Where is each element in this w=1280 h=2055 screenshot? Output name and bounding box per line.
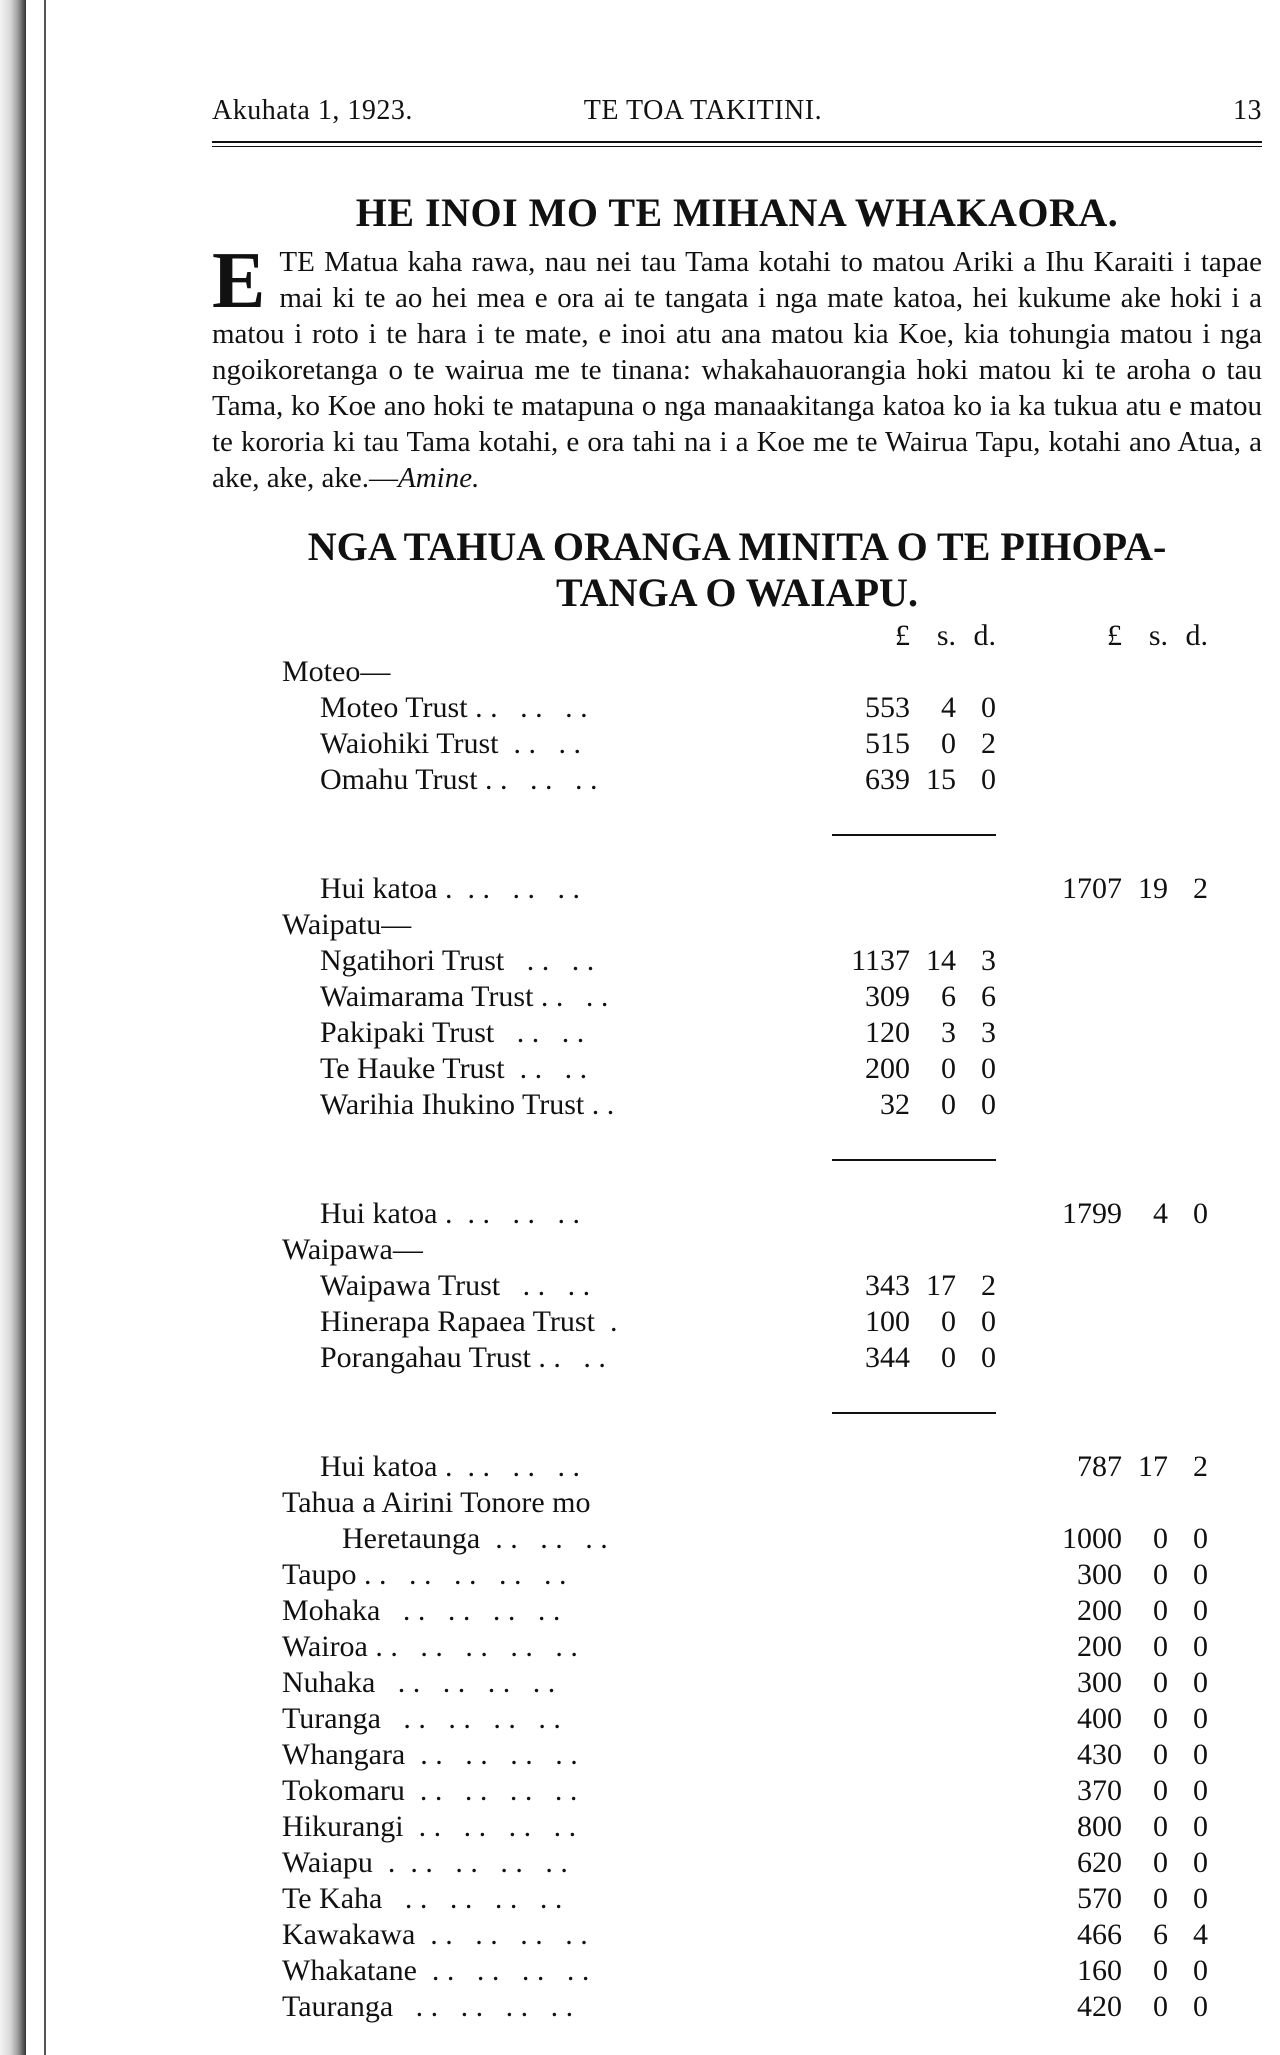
dot-leader: . . . . . . . (437, 1450, 580, 1483)
amount-pounds: 32 (880, 1088, 910, 1121)
amount-pounds: 344 (865, 1341, 910, 1374)
total-shillings: 0 (1153, 1738, 1168, 1771)
district-row (282, 1989, 1208, 2025)
running-header (212, 95, 1262, 135)
trust-row (282, 690, 1208, 726)
total-shillings: 0 (1153, 1954, 1168, 1987)
total-label (282, 1196, 832, 1232)
total-shillings: 0 (1153, 1990, 1168, 2023)
prayer-heading: HE INOI MO TE MIHANA WHAKAORA. (355, 190, 1119, 235)
trust-label (282, 1340, 832, 1376)
group-name (282, 654, 832, 690)
trust-label-text: Waiohiki Trust (320, 727, 499, 760)
district-row (282, 1557, 1208, 1593)
district-row (282, 1629, 1208, 1665)
total-shillings: 0 (1153, 1594, 1168, 1627)
amount-pounds: 309 (865, 980, 910, 1013)
total-pounds: 400 (1077, 1702, 1122, 1735)
trust-label (282, 1087, 832, 1123)
total-pounds: 300 (1077, 1558, 1122, 1591)
district-label (282, 1557, 832, 1593)
total-shillings: 19 (1138, 872, 1168, 905)
trust-label-text: Waipawa Trust (320, 1269, 501, 1302)
district-label-text: Hikurangi (282, 1810, 404, 1843)
district-label-text: Tokomaru (282, 1774, 405, 1807)
total-pence: 0 (1193, 1197, 1208, 1230)
district-label (282, 1953, 832, 1989)
total-shillings: 0 (1153, 1882, 1168, 1915)
total-shillings: 0 (1153, 1810, 1168, 1843)
district-label (282, 1989, 832, 2025)
total-pounds: 787 (1077, 1450, 1122, 1483)
total-pounds: 466 (1077, 1918, 1122, 1951)
column-header-row (282, 618, 1208, 654)
trust-label-text: Omahu Trust (320, 763, 478, 796)
trust-row (282, 726, 1208, 762)
total-shillings: 17 (1138, 1450, 1168, 1483)
amount-shillings: 0 (941, 1305, 956, 1338)
trust-row (282, 1051, 1208, 1087)
district-label-text: Whangara (282, 1738, 406, 1771)
trust-row (282, 943, 1208, 979)
district-label-text: Nuhaka (282, 1666, 376, 1699)
total-label (282, 871, 832, 907)
trust-label-text: Pakipaki Trust (320, 1016, 495, 1049)
district-label (282, 1629, 832, 1665)
total-shillings: 0 (1153, 1702, 1168, 1735)
total-pence: 0 (1193, 1846, 1208, 1879)
dot-leader: . . . . . . . . . . (356, 1558, 567, 1591)
dot-leader: . . . . (530, 1341, 606, 1374)
total-pence: 0 (1193, 1810, 1208, 1843)
total-pence: 4 (1193, 1918, 1208, 1951)
district-row (282, 1737, 1208, 1773)
total-label-text: Hui katoa (320, 1450, 438, 1483)
accounts-table (282, 618, 1208, 2025)
district-label (282, 1881, 832, 1917)
prayer-body: TE Matua kaha rawa, nau nei tau Tama kotahi to matou Ariki a Ihu Karaiti i tapae mai ki te ao hei mea e ora ai te tangata i nga mate katoa, hei kukume ake hoki i a matou i roto i te hara i te mate, e inoi atu ana matou kia Koe, kia tohungia matou i nga ngoikoretanga o te wairua me te tinana: whakahauorangia hoki matou ki te aroha o tau Tama, ko Koe ano hoki te matapuna o nga manaakitanga katoa ko ia ka tukua atu e matou te kororia ki tau Tama kotahi, e ora tahi na i a Koe me te Wairua Tapu, kotahi ano Atua, a ake, ake, ake.— (212, 246, 1262, 494)
trust-label (282, 943, 832, 979)
total-pounds: 570 (1077, 1882, 1122, 1915)
trust-row (282, 1268, 1208, 1304)
trust-label-text: Te Hauke Trust (320, 1052, 505, 1085)
special-fund-row (282, 1485, 1208, 1521)
amount-shillings: 4 (941, 691, 956, 724)
dot-leader: . . . . . . . . (403, 1810, 577, 1843)
district-label (282, 1917, 832, 1953)
amount-pence: 3 (981, 1016, 996, 1049)
spacer-row (282, 1160, 1208, 1196)
dot-leader: . . . . . . . . (405, 1738, 578, 1771)
prayer-amen: Amine. (397, 462, 480, 494)
dot-leader: . . . . . . . (437, 1197, 580, 1230)
amount-shillings: 6 (941, 980, 956, 1013)
total-pounds: 300 (1077, 1666, 1122, 1699)
district-label-text: Mohaka (282, 1594, 381, 1627)
special-fund-label (282, 1485, 832, 1521)
amount-shillings: 3 (941, 1016, 956, 1049)
amount-pounds: 1137 (851, 944, 910, 977)
header-title: TE TOA TAKITINI. (583, 95, 823, 126)
group-name (282, 907, 832, 943)
dot-leader: . . . . (500, 1269, 591, 1302)
district-label-text: Waiapu (282, 1846, 373, 1879)
dot-leader: . . . . . . . . (404, 1774, 578, 1807)
district-row (282, 1593, 1208, 1629)
accounts-heading-line1: NGA TAHUA ORANGA MINITA O TE PIHOPA- (307, 524, 1167, 569)
total-shillings: 0 (1153, 1774, 1168, 1807)
trust-label (282, 726, 832, 762)
subtotal-rule (956, 1123, 996, 1160)
header-rule-thin (212, 146, 1262, 147)
binding-line (44, 0, 46, 2055)
total-label (282, 1449, 832, 1485)
col-pence-label-total: d. (1185, 619, 1208, 652)
district-row (282, 1845, 1208, 1881)
trust-row (282, 1304, 1208, 1340)
total-pence: 0 (1193, 1558, 1208, 1591)
amount-pence: 2 (981, 727, 996, 760)
trust-label (282, 1051, 832, 1087)
amount-pounds: 120 (865, 1016, 910, 1049)
amount-pounds: 553 (865, 691, 910, 724)
amount-pounds: 639 (865, 763, 910, 796)
total-shillings: 0 (1153, 1558, 1168, 1591)
amount-pence: 2 (981, 1269, 996, 1302)
total-shillings: 4 (1153, 1197, 1168, 1230)
total-pounds: 420 (1077, 1990, 1122, 2023)
trust-label (282, 762, 832, 798)
spacer-row (282, 1413, 1208, 1449)
total-pence: 0 (1193, 1774, 1208, 1807)
amount-pence: 0 (981, 1305, 996, 1338)
trust-label (282, 690, 832, 726)
trust-row (282, 979, 1208, 1015)
col-pound-label-total: £ (1107, 619, 1122, 652)
trust-label (282, 1268, 832, 1304)
total-pence: 0 (1193, 1594, 1208, 1627)
total-pounds: 200 (1077, 1630, 1122, 1663)
header-rule (212, 141, 1262, 143)
dot-leader: . . . . . . . . (393, 1990, 574, 2023)
dot-leader: . . (584, 1088, 615, 1121)
trust-label-text: Warihia Ihukino Trust (320, 1088, 585, 1121)
dot-leader: . . . . . . . . (380, 1702, 561, 1735)
total-pounds: 1000 (1062, 1522, 1122, 1555)
district-label (282, 1593, 832, 1629)
accounts-heading-line2: TANGA O WAIAPU. (556, 570, 918, 615)
subtotal-rule (832, 1123, 910, 1160)
subtotal-rule (956, 798, 996, 835)
district-label (282, 1845, 832, 1881)
col-pence-label: d. (973, 619, 996, 652)
group-total-row (282, 871, 1208, 907)
total-pounds: 160 (1077, 1954, 1122, 1987)
total-pence: 0 (1193, 1666, 1208, 1699)
accounts-heading (212, 524, 1262, 616)
district-label-text: Wairoa (282, 1630, 368, 1663)
dot-leader: . . . . (494, 1016, 585, 1049)
trust-label (282, 1304, 832, 1340)
amount-pence: 0 (981, 1088, 996, 1121)
total-label-text: Hui katoa (320, 1197, 438, 1230)
total-shillings: 0 (1153, 1630, 1168, 1663)
dot-leader: . . . . . . . . (416, 1954, 590, 1987)
trust-row (282, 1087, 1208, 1123)
col-shilling-label-total: s. (1148, 619, 1168, 652)
district-label (282, 1773, 832, 1809)
district-label (282, 1701, 832, 1737)
total-pence: 0 (1193, 1882, 1208, 1915)
amount-pounds: 200 (865, 1052, 910, 1085)
amount-pence: 3 (981, 944, 996, 977)
trust-label-text: Moteo Trust (320, 691, 468, 724)
dot-leader: . . . . . . . . (380, 1594, 561, 1627)
total-pence: 0 (1193, 1702, 1208, 1735)
amount-shillings: 0 (941, 727, 956, 760)
total-pounds: 370 (1077, 1774, 1122, 1807)
total-pounds: 200 (1077, 1594, 1122, 1627)
amount-shillings: 17 (926, 1269, 956, 1302)
page (212, 95, 1262, 2025)
total-label-text: Hui katoa (320, 872, 438, 905)
dot-leader: . . . . . . (480, 1522, 608, 1555)
spacer-row (282, 835, 1208, 871)
subtotal-rule (956, 1376, 996, 1413)
trust-row (282, 1340, 1208, 1376)
subtotal-rule (910, 798, 956, 835)
dot-leader: . . . . (498, 727, 581, 760)
trust-label-text: Waimarama Trust (320, 980, 534, 1013)
trust-label (282, 979, 832, 1015)
col-shilling-label: s. (936, 619, 956, 652)
district-label-text: Taupo (282, 1558, 357, 1591)
total-shillings: 6 (1153, 1918, 1168, 1951)
total-pence: 0 (1193, 1738, 1208, 1771)
dot-leader: . . . . (504, 944, 595, 977)
special-fund-label-text: Tahua a Airini Tonore mo (282, 1486, 591, 1519)
total-pence: 2 (1193, 872, 1208, 905)
district-row (282, 1701, 1208, 1737)
trust-label-text: Porangahau Trust (320, 1341, 531, 1374)
district-row (282, 1773, 1208, 1809)
dot-leader: . . . . . . . . . (372, 1846, 568, 1879)
trust-label (282, 1015, 832, 1051)
group-heading-row (282, 1232, 1208, 1268)
total-pounds: 1799 (1062, 1197, 1122, 1230)
district-label-text: Turanga (282, 1702, 381, 1735)
special-fund-label-cont-text: Heretaunga (342, 1522, 481, 1555)
amount-shillings: 0 (941, 1088, 956, 1121)
total-shillings: 0 (1153, 1846, 1168, 1879)
dot-leader: . (594, 1305, 618, 1338)
district-label-text: Te Kaha (282, 1882, 383, 1915)
total-pounds: 430 (1077, 1738, 1122, 1771)
amount-shillings: 0 (941, 1052, 956, 1085)
trust-label-text: Ngatihori Trust (320, 944, 505, 977)
dot-leader: . . . . . . . . (375, 1666, 556, 1699)
amount-pence: 6 (981, 980, 996, 1013)
total-pence: 0 (1193, 1954, 1208, 1987)
group-total-row (282, 1449, 1208, 1485)
dot-leader: . . . . . . . (437, 872, 580, 905)
trust-label-text: Hinerapa Rapaea Trust (320, 1305, 595, 1338)
amount-shillings: 0 (941, 1341, 956, 1374)
prayer-text (212, 237, 1262, 496)
district-row (282, 1881, 1208, 1917)
amount-pounds: 100 (865, 1305, 910, 1338)
trust-row (282, 762, 1208, 798)
special-fund-label-cont (282, 1521, 832, 1557)
total-pence: 2 (1193, 1450, 1208, 1483)
trust-row (282, 1015, 1208, 1051)
dot-leader: . . . . . . (477, 763, 598, 796)
total-pounds: 620 (1077, 1846, 1122, 1879)
district-row (282, 1917, 1208, 1953)
district-label-text: Whakatane (282, 1954, 417, 1987)
district-label (282, 1665, 832, 1701)
district-row (282, 1809, 1208, 1845)
district-label-text: Kawakawa (282, 1918, 416, 1951)
amount-shillings: 14 (926, 944, 956, 977)
total-pence: 0 (1193, 1522, 1208, 1555)
col-pound-label: £ (895, 619, 910, 652)
page-number: 13 (1233, 95, 1262, 126)
group-name-text: Moteo— (282, 655, 391, 688)
dot-leader: . . . . . . . . (415, 1918, 588, 1951)
amount-pence: 0 (981, 691, 996, 724)
subtotal-rule (832, 798, 910, 835)
group-name (282, 1232, 832, 1268)
total-pounds: 800 (1077, 1810, 1122, 1843)
subtotal-rule-row (282, 1376, 1208, 1413)
amount-pence: 0 (981, 1052, 996, 1085)
total-pence: 0 (1193, 1630, 1208, 1663)
group-total-row (282, 1196, 1208, 1232)
subtotal-rule (910, 1376, 956, 1413)
group-heading-row (282, 654, 1208, 690)
dot-leader: . . . . . . . . . . (367, 1630, 578, 1663)
amount-shillings: 15 (926, 763, 956, 796)
group-heading-row (282, 907, 1208, 943)
total-pence: 0 (1193, 1990, 1208, 2023)
total-shillings: 0 (1153, 1666, 1168, 1699)
total-shillings: 0 (1153, 1522, 1168, 1555)
special-fund-row-cont (282, 1521, 1208, 1557)
subtotal-rule-row (282, 798, 1208, 835)
district-row (282, 1953, 1208, 1989)
amount-pounds: 343 (865, 1269, 910, 1302)
group-name-text: Waipatu— (282, 908, 412, 941)
district-label (282, 1809, 832, 1845)
subtotal-rule (910, 1123, 956, 1160)
amount-pounds: 515 (865, 727, 910, 760)
drop-cap: E (212, 237, 266, 325)
dot-leader: . . . . . . (467, 691, 588, 724)
dot-leader: . . . . (504, 1052, 588, 1085)
amount-pence: 0 (981, 763, 996, 796)
district-label-text: Tauranga (282, 1990, 394, 2023)
amount-pence: 0 (981, 1341, 996, 1374)
subtotal-rule (832, 1376, 910, 1413)
subtotal-rule-row (282, 1123, 1208, 1160)
dot-leader: . . . . (533, 980, 609, 1013)
district-row (282, 1665, 1208, 1701)
group-name-text: Waipawa— (282, 1233, 423, 1266)
district-label (282, 1737, 832, 1773)
header-date: Akuhata 1, 1923. (212, 95, 413, 126)
total-pounds: 1707 (1062, 872, 1122, 905)
page-spine-edge (0, 0, 26, 2055)
dot-leader: . . . . . . . . (382, 1882, 563, 1915)
